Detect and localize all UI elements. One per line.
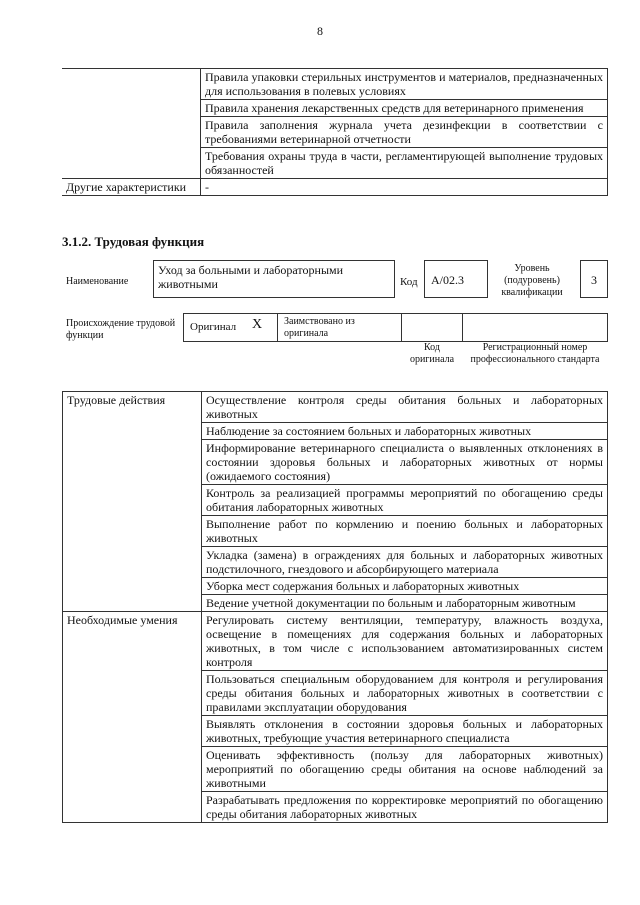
name-label: Наименование — [66, 276, 129, 287]
qualification-level-label: Уровень (подуровень) квалификации — [501, 263, 563, 298]
table-row — [62, 179, 608, 196]
labor-actions-item: Наблюдение за состоянием больных и лабораторных животных — [202, 423, 608, 440]
other-characteristics-label: Другие характеристики — [62, 179, 201, 196]
table-cell: Правила упаковки стерильных инструментов и материалов, предназначенных для использования в полевых условиях — [201, 69, 608, 100]
empty-label-cell — [62, 69, 201, 179]
original-code-caption: Код оригинала — [409, 342, 455, 365]
origin-label: Происхождение трудовой функции — [66, 318, 176, 341]
required-skills-item: Разрабатывать предложения по корректировке мероприятий по обогащению среды обитания лабораторных животных — [202, 792, 608, 823]
labor-actions-item: Укладка (замена) в ограждениях для больных и лабораторных животных подстилочного, гнездового и абсорбирующего материала — [202, 547, 608, 578]
labor-actions-label: Трудовые действия — [63, 392, 202, 612]
requirements-continuation-table — [62, 68, 608, 196]
qualification-level-box: 3 — [580, 260, 608, 298]
function-name-box: Уход за больными и лабораторными животными — [153, 260, 395, 298]
table-row — [63, 612, 608, 671]
registration-number-box — [462, 313, 608, 342]
code-label: Код — [400, 276, 418, 288]
labor-actions-item: Уборка мест содержания больных и лабораторных животных — [202, 578, 608, 595]
code-value-box: А/02.3 — [424, 260, 488, 298]
table-cell: Правила заполнения журнала учета дезинфекции в соответствии с требованиями ветеринарной отчетности — [201, 117, 608, 148]
required-skills-item: Пользоваться специальным оборудованием для контроля и регулирования среды обитания больных и лабораторных животных в соответствии с правилами эксплуатации оборудования — [202, 671, 608, 716]
labor-function-table-body — [63, 392, 608, 823]
table-row — [62, 69, 608, 100]
other-characteristics-value: - — [201, 179, 608, 196]
labor-actions-item: Ведение учетной документации по больным и лабораторным животным — [202, 595, 608, 612]
section-title: 3.1.2. Трудовая функция — [62, 234, 205, 249]
required-skills-item: Выявлять отклонения в состоянии здоровья больных и лабораторных животных, требующие участия ветеринарного специалиста — [202, 716, 608, 747]
labor-actions-item: Осуществление контроля среды обитания больных и лабораторных животных — [202, 392, 608, 423]
labor-function-table — [62, 391, 608, 823]
required-skills-item: Регулировать систему вентиляции, температуру, влажность воздуха, освещение в помещениях для содержания больных и лабораторных животных, в том числе с использованием автоматизированных систем контроля — [202, 612, 608, 671]
original-box — [183, 313, 278, 342]
borrowed-box: Заимствовано из оригинала — [277, 313, 402, 342]
original-label: Оригинал — [190, 321, 237, 333]
table-cell: Требования охраны труда в части, регламентирующей выполнение трудовых обязанностей — [201, 148, 608, 179]
original-code-box — [401, 313, 463, 342]
required-skills-item: Оценивать эффективность (пользу для лабораторных животных) мероприятий по обогащению среды обитания на основе наблюдений за животными — [202, 747, 608, 792]
table-cell: Правила хранения лекарственных средств для ветеринарного применения — [201, 100, 608, 117]
table-row — [63, 392, 608, 423]
labor-actions-item: Выполнение работ по кормлению и поению больных и лабораторных животных — [202, 516, 608, 547]
original-mark: X — [252, 317, 263, 332]
labor-actions-item: Информирование ветеринарного специалиста о выявленных отклонениях в состоянии здоровья больных и лабораторных животных от нормы (ожидаемого состояния) — [202, 440, 608, 485]
labor-actions-item: Контроль за реализацией программы мероприятий по обогащению среды обитания лабораторных животных — [202, 485, 608, 516]
page-number: 8 — [317, 24, 323, 38]
required-skills-label: Необходимые умения — [63, 612, 202, 823]
registration-number-caption: Регистрационный номер профессионального стандарта — [470, 342, 600, 365]
